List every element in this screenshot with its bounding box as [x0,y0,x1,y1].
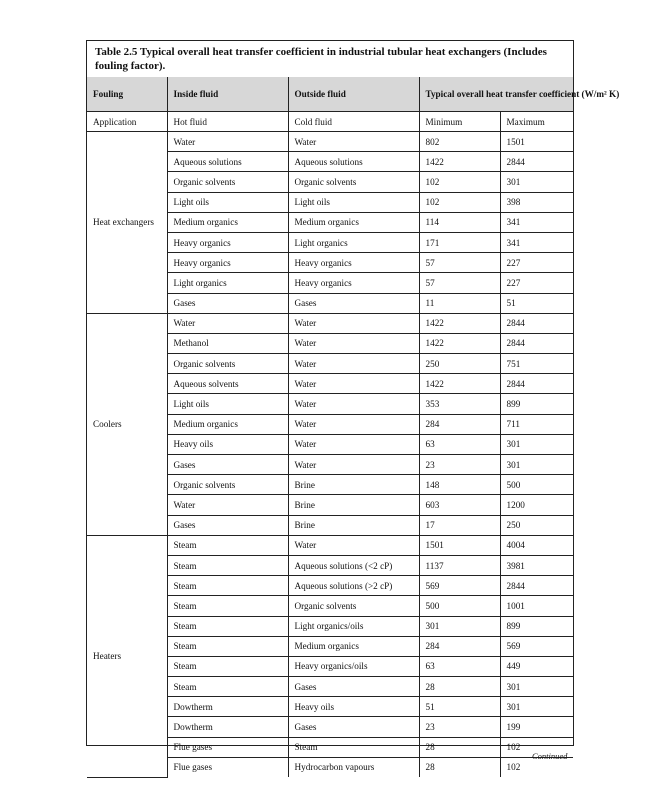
minimum-cell: 23 [419,717,500,737]
outside-fluid-cell: Water [288,414,419,434]
inside-fluid-cell: Flue gases [167,757,288,777]
minimum-cell: 28 [419,737,500,757]
inside-fluid-cell: Steam [167,636,288,656]
outside-fluid-cell: Heavy organics [288,273,419,293]
minimum-cell: 802 [419,132,500,152]
continued-note: Continued [532,751,568,761]
inside-fluid-cell: Light oils [167,394,288,414]
outside-fluid-cell: Water [288,394,419,414]
outside-fluid-cell: Brine [288,495,419,515]
outside-fluid-cell: Light organics/oils [288,616,419,636]
minimum-cell: 569 [419,576,500,596]
minimum-cell: 284 [419,414,500,434]
maximum-cell: 2844 [500,333,573,353]
outside-fluid-cell: Aqueous solutions (>2 cP) [288,576,419,596]
minimum-cell: 250 [419,354,500,374]
inside-fluid-cell: Steam [167,656,288,676]
maximum-cell: 301 [500,697,573,717]
maximum-cell: 301 [500,677,573,697]
minimum-cell: 102 [419,192,500,212]
minimum-cell: 28 [419,677,500,697]
outside-fluid-cell: Water [288,374,419,394]
maximum-cell: 102 [500,757,573,777]
minimum-cell: 1501 [419,535,500,555]
maximum-cell: 250 [500,515,573,535]
header-fouling: Fouling [87,77,167,112]
minimum-cell: 1422 [419,313,500,333]
inside-fluid-cell: Light oils [167,192,288,212]
minimum-cell: 51 [419,697,500,717]
maximum-cell: 3981 [500,555,573,575]
outside-fluid-cell: Heavy organics/oils [288,656,419,676]
inside-fluid-cell: Steam [167,616,288,636]
outside-fluid-cell: Brine [288,515,419,535]
minimum-cell: 23 [419,455,500,475]
inside-fluid-cell: Medium organics [167,212,288,232]
outside-fluid-cell: Gases [288,717,419,737]
minimum-cell: 102 [419,172,500,192]
minimum-cell: 1422 [419,333,500,353]
inside-fluid-cell: Light organics [167,273,288,293]
outside-fluid-cell: Water [288,354,419,374]
maximum-cell: 227 [500,253,573,273]
outside-fluid-cell: Water [288,535,419,555]
inside-fluid-cell: Steam [167,555,288,575]
minimum-cell: 57 [419,253,500,273]
outside-fluid-cell: Light organics [288,232,419,252]
minimum-cell: 1137 [419,555,500,575]
table-caption: Table 2.5 Typical overall heat transfer coefficient in industrial tubular heat exchangers (Includes fouling factor). [95,46,547,72]
maximum-cell: 301 [500,455,573,475]
outside-fluid-cell: Water [288,455,419,475]
minimum-cell: 171 [419,232,500,252]
group-label: Coolers [87,313,167,535]
inside-fluid-cell: Dowtherm [167,717,288,737]
inside-fluid-cell: Organic solvents [167,354,288,374]
header-outside-fluid: Outside fluid [288,77,419,112]
subheader-maximum: Maximum [500,112,573,132]
table-body [87,132,573,778]
minimum-cell: 353 [419,394,500,414]
outside-fluid-cell: Organic solvents [288,596,419,616]
minimum-cell: 114 [419,212,500,232]
outside-fluid-cell: Steam [288,737,419,757]
inside-fluid-cell: Organic solvents [167,172,288,192]
minimum-cell: 57 [419,273,500,293]
minimum-cell: 500 [419,596,500,616]
inside-fluid-cell: Steam [167,576,288,596]
inside-fluid-cell: Steam [167,596,288,616]
minimum-cell: 603 [419,495,500,515]
subheader-minimum: Minimum [419,112,500,132]
subheader-cold-fluid: Cold fluid [288,112,419,132]
inside-fluid-cell: Water [167,495,288,515]
maximum-cell: 301 [500,172,573,192]
maximum-cell: 2844 [500,576,573,596]
inside-fluid-cell: Water [167,132,288,152]
inside-fluid-cell: Heavy organics [167,253,288,273]
maximum-cell: 102 [500,737,573,757]
maximum-cell: 301 [500,434,573,454]
outside-fluid-cell: Heavy oils [288,697,419,717]
outside-fluid-cell: Medium organics [288,212,419,232]
group-label: Heaters [87,535,167,777]
outside-fluid-cell: Water [288,313,419,333]
minimum-cell: 148 [419,475,500,495]
outside-fluid-cell: Hydrocarbon vapours [288,757,419,777]
maximum-cell: 4004 [500,535,573,555]
outside-fluid-cell: Water [288,132,419,152]
maximum-cell: 341 [500,232,573,252]
maximum-cell: 1501 [500,132,573,152]
heat-transfer-table [87,77,620,778]
maximum-cell: 2844 [500,152,573,172]
maximum-cell: 569 [500,636,573,656]
minimum-cell: 301 [419,616,500,636]
outside-fluid-cell: Heavy organics [288,253,419,273]
minimum-cell: 63 [419,434,500,454]
inside-fluid-cell: Flue gases [167,737,288,757]
subheader-hot-fluid: Hot fluid [167,112,288,132]
inside-fluid-cell: Gases [167,293,288,313]
outside-fluid-cell: Organic solvents [288,172,419,192]
inside-fluid-cell: Aqueous solutions [167,152,288,172]
minimum-cell: 284 [419,636,500,656]
minimum-cell: 1422 [419,374,500,394]
table-row [87,535,573,555]
maximum-cell: 398 [500,192,573,212]
maximum-cell: 1200 [500,495,573,515]
inside-fluid-cell: Organic solvents [167,475,288,495]
maximum-cell: 227 [500,273,573,293]
inside-fluid-cell: Heavy oils [167,434,288,454]
maximum-cell: 341 [500,212,573,232]
minimum-cell: 11 [419,293,500,313]
minimum-cell: 17 [419,515,500,535]
maximum-cell: 2844 [500,374,573,394]
maximum-cell: 751 [500,354,573,374]
header-inside-fluid: Inside fluid [167,77,288,112]
outside-fluid-cell: Water [288,434,419,454]
outside-fluid-cell: Gases [288,677,419,697]
inside-fluid-cell: Aqueous solvents [167,374,288,394]
group-label: Heat exchangers [87,132,167,314]
inside-fluid-cell: Steam [167,677,288,697]
inside-fluid-cell: Water [167,313,288,333]
maximum-cell: 899 [500,616,573,636]
maximum-cell: 2844 [500,313,573,333]
header-coefficient: Typical overall heat transfer coefficient (W/m² K) [419,77,573,112]
inside-fluid-cell: Methanol [167,333,288,353]
maximum-cell: 199 [500,717,573,737]
maximum-cell: 449 [500,656,573,676]
inside-fluid-cell: Gases [167,455,288,475]
outside-fluid-cell: Water [288,333,419,353]
table-row [87,132,573,152]
subheader-application: Application [87,112,167,132]
outside-fluid-cell: Aqueous solutions [288,152,419,172]
outside-fluid-cell: Medium organics [288,636,419,656]
maximum-cell: 51 [500,293,573,313]
maximum-cell: 899 [500,394,573,414]
minimum-cell: 63 [419,656,500,676]
inside-fluid-cell: Steam [167,535,288,555]
maximum-cell: 711 [500,414,573,434]
inside-fluid-cell: Gases [167,515,288,535]
header-row [87,77,573,112]
subheader-row [87,112,573,132]
minimum-cell: 1422 [419,152,500,172]
outside-fluid-cell: Gases [288,293,419,313]
minimum-cell: 28 [419,757,500,777]
table-row [87,313,573,333]
maximum-cell: 500 [500,475,573,495]
maximum-cell: 1001 [500,596,573,616]
inside-fluid-cell: Dowtherm [167,697,288,717]
outside-fluid-cell: Light oils [288,192,419,212]
inside-fluid-cell: Medium organics [167,414,288,434]
inside-fluid-cell: Heavy organics [167,232,288,252]
outside-fluid-cell: Brine [288,475,419,495]
outside-fluid-cell: Aqueous solutions (<2 cP) [288,555,419,575]
